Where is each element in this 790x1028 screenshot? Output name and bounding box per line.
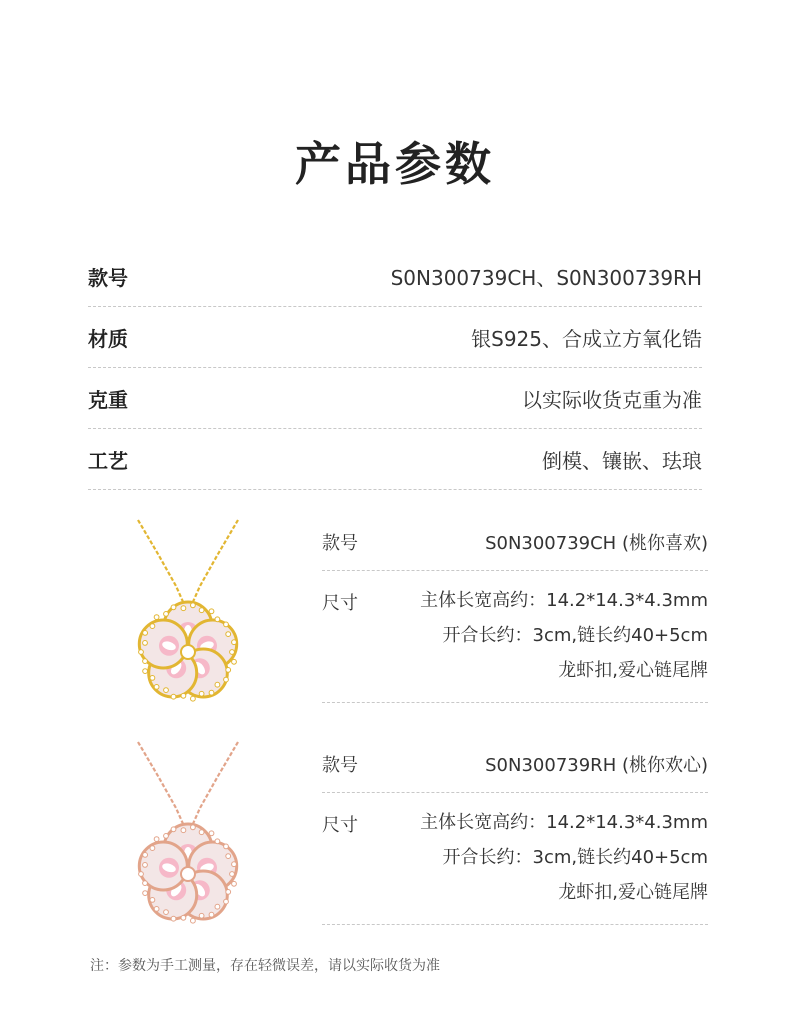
spec-table bbox=[88, 246, 702, 490]
size-line: 开合长约：3cm,链长约40+5cm bbox=[442, 847, 708, 868]
model-row bbox=[322, 736, 708, 793]
size-lines bbox=[420, 805, 708, 910]
model-label: 款号 bbox=[322, 533, 358, 554]
spec-value: 银S925、合成立方氧化锆 bbox=[471, 326, 702, 351]
product-detail bbox=[322, 514, 708, 703]
size-line: 开合长约：3cm,链长约40+5cm bbox=[442, 625, 708, 646]
footnote: 注：参数为手工测量，存在轻微误差，请以实际收货为准 bbox=[90, 958, 440, 974]
size-line: 龙虾扣,爱心链尾牌 bbox=[558, 882, 708, 903]
size-label: 尺寸 bbox=[322, 815, 358, 836]
spec-label: 克重 bbox=[88, 387, 128, 412]
spec-label: 款号 bbox=[88, 265, 128, 290]
size-line: 龙虾扣,爱心链尾牌 bbox=[558, 660, 708, 681]
size-label: 尺寸 bbox=[322, 593, 358, 614]
rose-gold-necklace-image bbox=[108, 736, 268, 946]
size-lines bbox=[420, 583, 708, 688]
model-value: S0N300739RH (桃你欢心) bbox=[485, 755, 708, 776]
size-row bbox=[322, 793, 708, 925]
spec-row-craft bbox=[88, 429, 702, 490]
spec-value: 倒模、镶嵌、珐琅 bbox=[542, 448, 702, 473]
model-label: 款号 bbox=[322, 755, 358, 776]
page-title: 产品参数 bbox=[295, 137, 495, 191]
spec-label: 工艺 bbox=[88, 448, 128, 473]
product-detail bbox=[322, 736, 708, 925]
spec-row-material bbox=[88, 307, 702, 368]
spec-label: 材质 bbox=[88, 326, 128, 351]
model-value: S0N300739CH (桃你喜欢) bbox=[485, 533, 708, 554]
model-row bbox=[322, 514, 708, 571]
product-block-gold bbox=[0, 514, 790, 724]
size-row bbox=[322, 571, 708, 703]
size-line: 主体长宽高约：14.2*14.3*4.3mm bbox=[420, 590, 708, 611]
spec-row-model bbox=[88, 246, 702, 307]
gold-necklace-image bbox=[108, 514, 268, 724]
product-block-rose bbox=[0, 736, 790, 946]
spec-row-weight bbox=[88, 368, 702, 429]
size-line: 主体长宽高约：14.2*14.3*4.3mm bbox=[420, 812, 708, 833]
spec-value: S0N300739CH、S0N300739RH bbox=[390, 265, 702, 290]
spec-value: 以实际收货克重为准 bbox=[522, 387, 702, 412]
